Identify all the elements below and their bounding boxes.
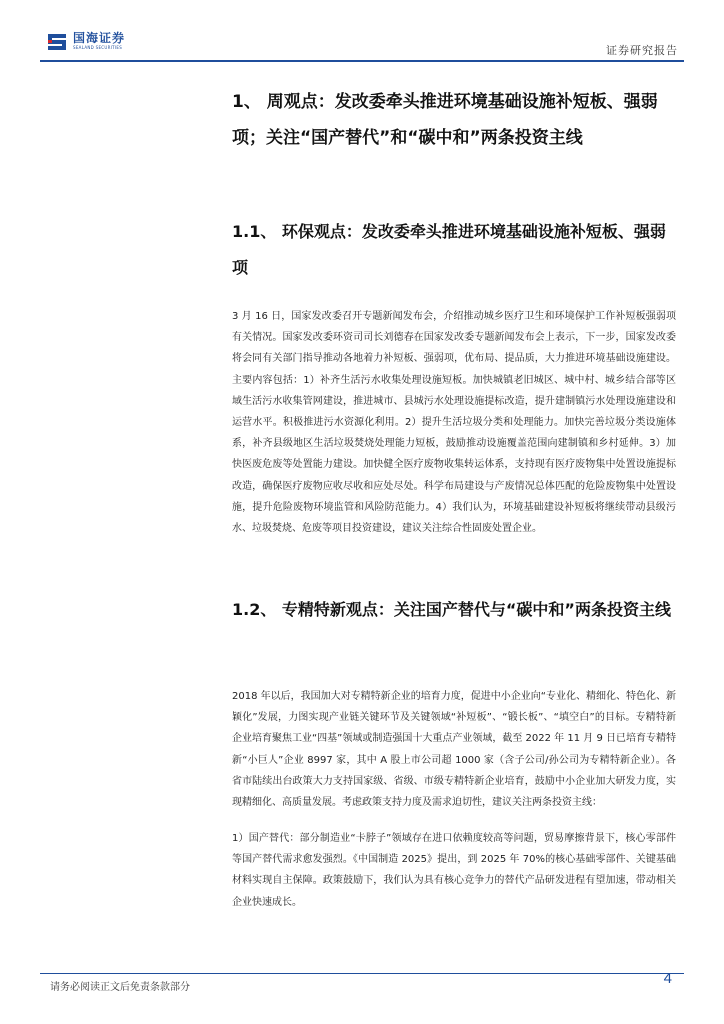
section-heading-1-2: 1.2、 专精特新观点：关注国产替代与“碳中和”两条投资主线 — [232, 600, 671, 619]
footer-disclaimer: 请务必阅读正文后免责条款部分 — [50, 982, 190, 993]
company-logo — [46, 30, 125, 52]
page-header — [0, 0, 724, 60]
section-heading-1-1: 1.1、 环保观点：发改委牵头推进环境基础设施补短板、强弱项 — [232, 222, 666, 277]
page-number: 4 — [663, 970, 672, 987]
header-divider — [40, 60, 684, 62]
paragraph-specialized-view: 2018 年以后，我国加大对专精特新企业的培育力度，促进中小企业向“专业化、精细化、特色化、新颖化”发展，力图实现产业链关键环节及关键领域“补短板”、“锻长板”、“填空白”的目标。专精特新企业培育聚焦工业“四基”领域或制造强国十大重点产业领域，截至 2022 年 11 月 9 日已培育专精特新“小巨人”企业 8997 家，其中 A 股上市公司超 1000 家（含子公司/孙公司为专精特新企业）。各省市陆续出台政策大力支持国家级、省级、市级专精特新企业培育，鼓励中小企业加大研发力度，实现精细化、高质量发展。考虑政策支持力度及需求迫切性，建议关注两条投资主线： — [232, 691, 676, 809]
logo-english-name: SEALAND SECURITIES — [73, 45, 123, 50]
section-heading-1: 1、 周观点：发改委牵头推进环境基础设施补短板、强弱项；关注“国产替代”和“碳中和”两条投资主线 — [232, 92, 658, 148]
logo-chinese-name: 国海证券 — [73, 31, 126, 45]
paragraph-domestic-substitution: 1）国产替代：部分制造业“卡脖子”领域存在进口依赖度较高等问题，贸易摩擦背景下，核心零部件等国产替代需求愈发强烈。《中国制造 2025》提出，到 2025 年 70%的核心基础零部件、关键基础材料实现自主保障。政策鼓励下，我们认为具有核心竞争力的替代产品研发进程有望加速，带动相关企业快速成长。 — [232, 833, 676, 908]
paragraph-environment-view: 3 月 16 日，国家发改委召开专题新闻发布会，介绍推动城乡医疗卫生和环境保护工作补短板强弱项有关情况。国家发改委环资司司长刘德春在国家发改委专题新闻发布会上表示，下一步，国家发改委将会同有关部门指导推动各地着力补短板、强弱项，优布局、提品质，大力推进环境基础设施建设。主要内容包括：1）补齐生活污水收集处理设施短板。加快城镇老旧城区、城中村、城乡结合部等区域生活污水收集管网建设，推进城市、县城污水处理设施提标改造，提升建制镇污水处理设施建设和运营水平。积极推进污水资源化利用。2）提升生活垃圾分类和处理能力。加快完善垃圾分类设施体系，补齐县级地区生活垃圾焚烧处理能力短板，鼓励推动设施覆盖范围向建制镇和乡村延伸。3）加快医废危废等处置能力建设。加快健全医疗废物收集转运体系，支持现有医疗废物集中处置设施提标改造，确保医疗废物应收尽收和应处尽处。科学布局建设与产废情况总体匹配的危险废物集中处置设施，提升危险废物环境监管和风险防范能力。4）我们认为，环境基础建设补短板将继续带动县级污水、垃圾焚烧、危废等项目投资建设，建议关注综合性固废处置企业。 — [232, 311, 676, 535]
report-type-label: 证券研究报告 — [606, 44, 678, 57]
sealand-logo-icon — [46, 30, 68, 52]
footer-divider — [40, 973, 684, 974]
